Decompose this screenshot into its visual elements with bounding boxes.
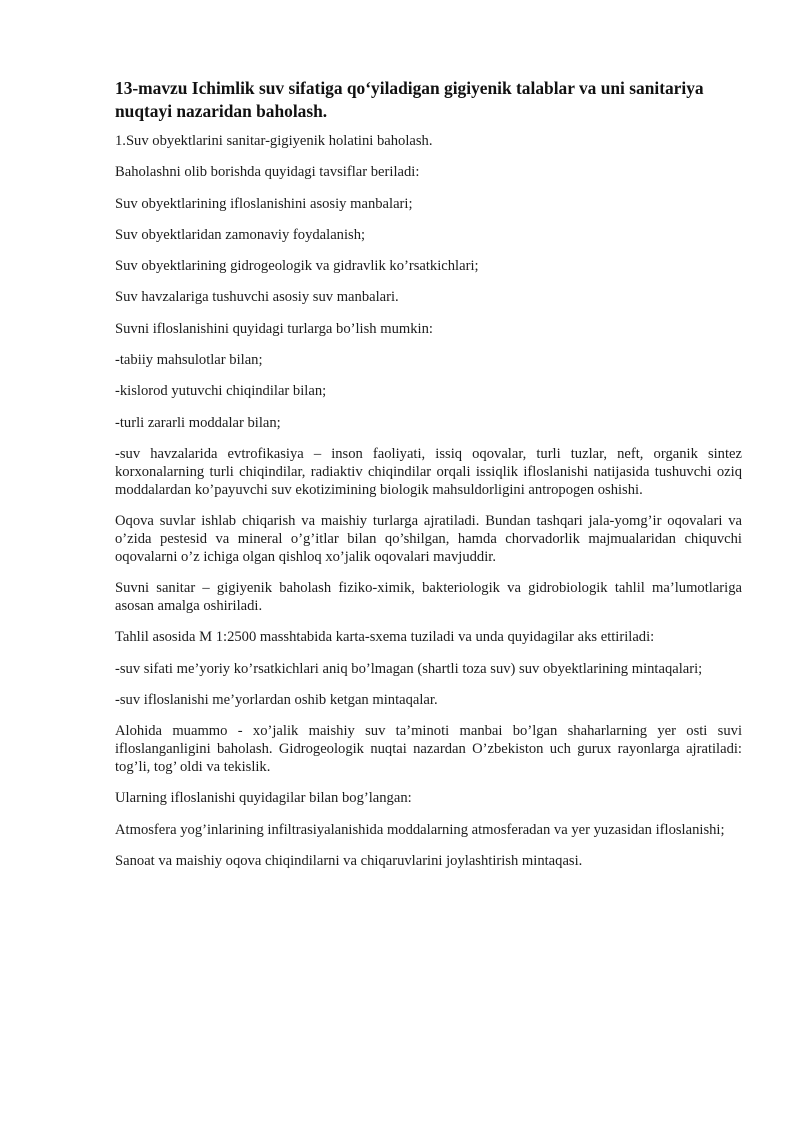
list-item: Suv obyektlarining gidrogeologik va gidravlik ko’rsatkichlari; [115, 258, 479, 275]
list-item: -turli zararli moddalar bilan; [115, 414, 281, 431]
list-item: Suv obyektlaridan zamonaviy foydalanish; [115, 226, 366, 243]
paragraph: Suvni ifloslanishini quyidagi turlarga bo’lish mumkin: [115, 320, 433, 337]
list-item: -suv havzalarida evtrofikasiya – inson faoliyati, issiq oqovalar, turli tuzlar, neft, organik sintez korxonalarning turli chiqindilar, radiaktiv chiqindilar orqali issiqlik ifloslanishi natijasida tushuvchi oziq moddalardan ko’payuvchi suv ekotizimining biologik mahsuldorligini antropogen oshishi. [115, 445, 742, 498]
document-body [115, 77, 742, 884]
list-item: -tabiiy mahsulotlar bilan; [115, 352, 263, 369]
paragraph: Oqova suvlar ishlab chiqarish va maishiy turlarga ajratiladi. Bundan tashqari jala-yomg’ir oqovalari va o’zida pestesid va mineral o’g’itlar bilan qo’shilgan, hamda chorvadorlik majmualaridan chiquvchi oqovalarni o’z ichiga olgan qishloq xo’jalik oqovalari mavjuddir. [115, 513, 742, 565]
document-title: 13-mavzu Ichimlik suv sifatiga qoʻyiladigan gigiyenik talablar va uni sanitariya nuqtayi nazaridan baholash. [115, 78, 704, 121]
list-item: Sanoat va maishiy oqova chiqindilarni va chiqaruvlarini joylashtirish mintaqasi. [115, 852, 583, 869]
paragraph: Alohida muammo - xo’jalik maishiy suv ta’minoti manbai bo’lgan shaharlarning yer osti suvi ifloslanganligini baholash. Gidrogeologik nuqtai nazardan O’zbekiston uch gurux rayonlarga ajratiladi: tog’li, tog’ oldi va tekislik. [115, 723, 742, 776]
paragraph: Tahlil asosida M 1:2500 masshtabida karta-sxema tuziladi va unda quyidagilar aks ettiriladi: [115, 629, 655, 646]
list-item: Atmosfera yog’inlarining infiltrasiyalanishida moddalarning atmosferadan va yer yuzasidan ifloslanishi; [115, 821, 725, 838]
list-item: Suv havzalariga tushuvchi asosiy suv manbalari. [115, 289, 399, 306]
list-item: -suv sifati me’yoriy ko’rsatkichlari aniq bo’lmagan (shartli toza suv) suv obyektlarining mintaqalari; [115, 660, 703, 677]
paragraph: Ularning ifloslanishi quyidagilar bilan bog’langan: [115, 790, 412, 807]
paragraph: Suvni sanitar – gigiyenik baholash fiziko-ximik, bakteriologik va gidrobiologik tahlil ma’lumotlariga asosan amalga oshiriladi. [115, 580, 742, 615]
paragraph-heading-1: 1.Suv obyektlarini sanitar-gigiyenik holatini baholash. [115, 133, 433, 149]
list-item: Suv obyektlarining ifloslanishini asosiy manbalari; [115, 195, 413, 212]
list-item: -suv ifloslanishi me’yorlardan oshib ketgan mintaqalar. [115, 691, 438, 708]
list-item: -kislorod yutuvchi chiqindilar bilan; [115, 383, 327, 400]
paragraph: Baholashni olib borishda quyidagi tavsiflar beriladi: [115, 164, 420, 181]
